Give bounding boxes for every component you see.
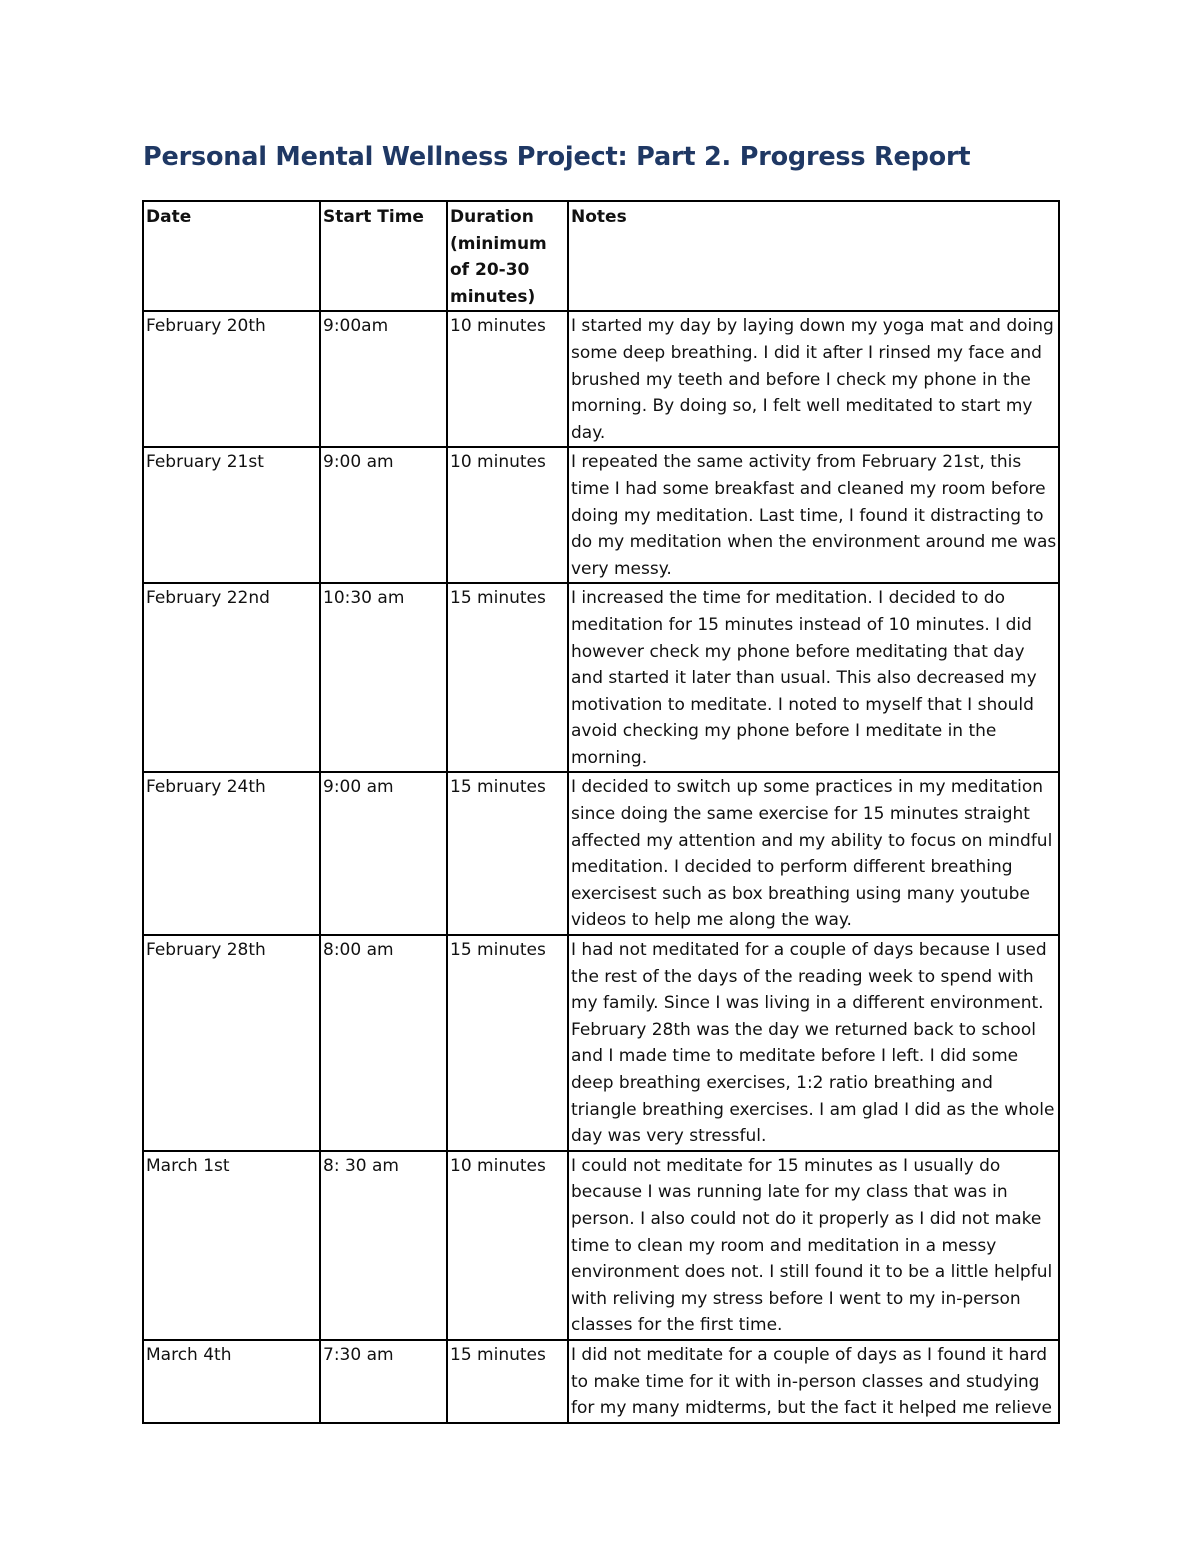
cell-start-time xyxy=(320,447,447,583)
table-row xyxy=(143,935,1059,1151)
cell-notes xyxy=(568,583,1059,772)
cell-duration xyxy=(447,772,568,935)
header-date-label: Date xyxy=(146,207,192,227)
cell-start-time xyxy=(320,935,447,1151)
table-header-row xyxy=(143,201,1059,311)
table-row xyxy=(143,1151,1059,1340)
cell-notes xyxy=(568,1151,1059,1340)
cell-notes xyxy=(568,311,1059,447)
notes-text: I started my day by laying down my yoga mat and doing some deep breathing. I did it after I rinsed my face and brushed my teeth and before I check my phone in the morning. By doing so, I felt well meditated to start my day. xyxy=(571,316,1054,443)
cell-date xyxy=(143,1151,320,1340)
header-duration-label: Duration (minimum of 20-30 minutes) xyxy=(450,207,547,307)
date-value: February 24th xyxy=(146,777,266,798)
date-value: March 4th xyxy=(146,1344,232,1365)
cell-duration xyxy=(447,447,568,583)
page-title: Personal Mental Wellness Project: Part 2. Progress Report xyxy=(143,142,971,172)
cell-start-time xyxy=(320,583,447,772)
cell-notes xyxy=(568,447,1059,583)
cell-start-time xyxy=(320,1151,447,1340)
table-row xyxy=(143,311,1059,447)
header-notes-label: Notes xyxy=(571,207,627,227)
date-value: March 1st xyxy=(146,1155,230,1176)
header-notes xyxy=(568,201,1059,311)
cell-date xyxy=(143,1340,320,1423)
cell-date xyxy=(143,311,320,447)
cell-duration xyxy=(447,1340,568,1423)
cell-duration xyxy=(447,311,568,447)
table-row xyxy=(143,447,1059,583)
header-date xyxy=(143,201,320,311)
duration-value: 10 minutes xyxy=(450,1155,546,1176)
duration-value: 15 minutes xyxy=(450,940,546,961)
cell-duration xyxy=(447,1151,568,1340)
table-row xyxy=(143,772,1059,935)
cell-notes xyxy=(568,772,1059,935)
cell-date xyxy=(143,772,320,935)
table-row xyxy=(143,1340,1059,1423)
header-start-time xyxy=(320,201,447,311)
duration-value: 10 minutes xyxy=(450,316,546,337)
duration-value: 10 minutes xyxy=(450,452,546,473)
cell-notes xyxy=(568,1340,1059,1423)
start-time-value: 10:30 am xyxy=(323,588,405,609)
progress-report-table xyxy=(142,200,1060,1424)
start-time-value: 9:00 am xyxy=(323,452,394,473)
table-row xyxy=(143,583,1059,772)
cell-notes xyxy=(568,935,1059,1151)
notes-text: I had not meditated for a couple of days because I used the rest of the days of the reading week to spend with my family. Since I was living in a different environment. February 28th was the day we returned back to school and I made time to meditate before I left. I did some deep breathing exercises, 1:2 ratio breathing and triangle breathing exercises. I am glad I did as the whole day was very stressful. xyxy=(571,940,1055,1147)
cell-date xyxy=(143,447,320,583)
cell-start-time xyxy=(320,1340,447,1423)
notes-text: I could not meditate for 15 minutes as I usually do because I was running late for my class that was in person. I also could not do it properly as I did not make time to clean my room and meditation in a messy environment does not. I still found it to be a little helpful with reliving my stress before I went to my in-person classes for the first time. xyxy=(571,1155,1053,1336)
cell-duration xyxy=(447,935,568,1151)
notes-text: I repeated the same activity from February 21st, this time I had some breakfast and cleaned my room before doing my meditation. Last time, I found it distracting to do my meditation when the environment around me was very messy. xyxy=(571,452,1057,579)
cell-date xyxy=(143,583,320,772)
start-time-value: 9:00am xyxy=(323,316,389,337)
start-time-value: 9:00 am xyxy=(323,777,394,798)
date-value: February 20th xyxy=(146,316,266,337)
cell-duration xyxy=(447,583,568,772)
duration-value: 15 minutes xyxy=(450,1344,546,1365)
notes-text: I increased the time for meditation. I decided to do meditation for 15 minutes instead of 10 minutes. I did however check my phone before meditating that day and started it later than usual. This also decreased my motivation to meditate. I noted to myself that I should avoid checking my phone before I meditate in the morning. xyxy=(571,588,1037,768)
cell-start-time xyxy=(320,772,447,935)
start-time-value: 8:00 am xyxy=(323,940,394,961)
date-value: February 28th xyxy=(146,940,266,961)
notes-text: I did not meditate for a couple of days as I found it hard to make time for it with in-person classes and studying for my many midterms, but the fact it helped me relieve xyxy=(571,1344,1053,1419)
duration-value: 15 minutes xyxy=(450,588,546,609)
header-duration xyxy=(447,201,568,311)
date-value: February 22nd xyxy=(146,588,270,609)
cell-start-time xyxy=(320,311,447,447)
start-time-value: 7:30 am xyxy=(323,1344,394,1365)
header-start-time-label: Start Time xyxy=(323,207,424,227)
cell-date xyxy=(143,935,320,1151)
date-value: February 21st xyxy=(146,452,264,473)
start-time-value: 8: 30 am xyxy=(323,1155,399,1176)
notes-text: I decided to switch up some practices in my meditation since doing the same exercise for 15 minutes straight affected my attention and my ability to focus on mindful meditation. I decided to perform different breathing exercisest such as box breathing using many youtube videos to help me along the way. xyxy=(571,777,1053,931)
duration-value: 15 minutes xyxy=(450,777,546,798)
